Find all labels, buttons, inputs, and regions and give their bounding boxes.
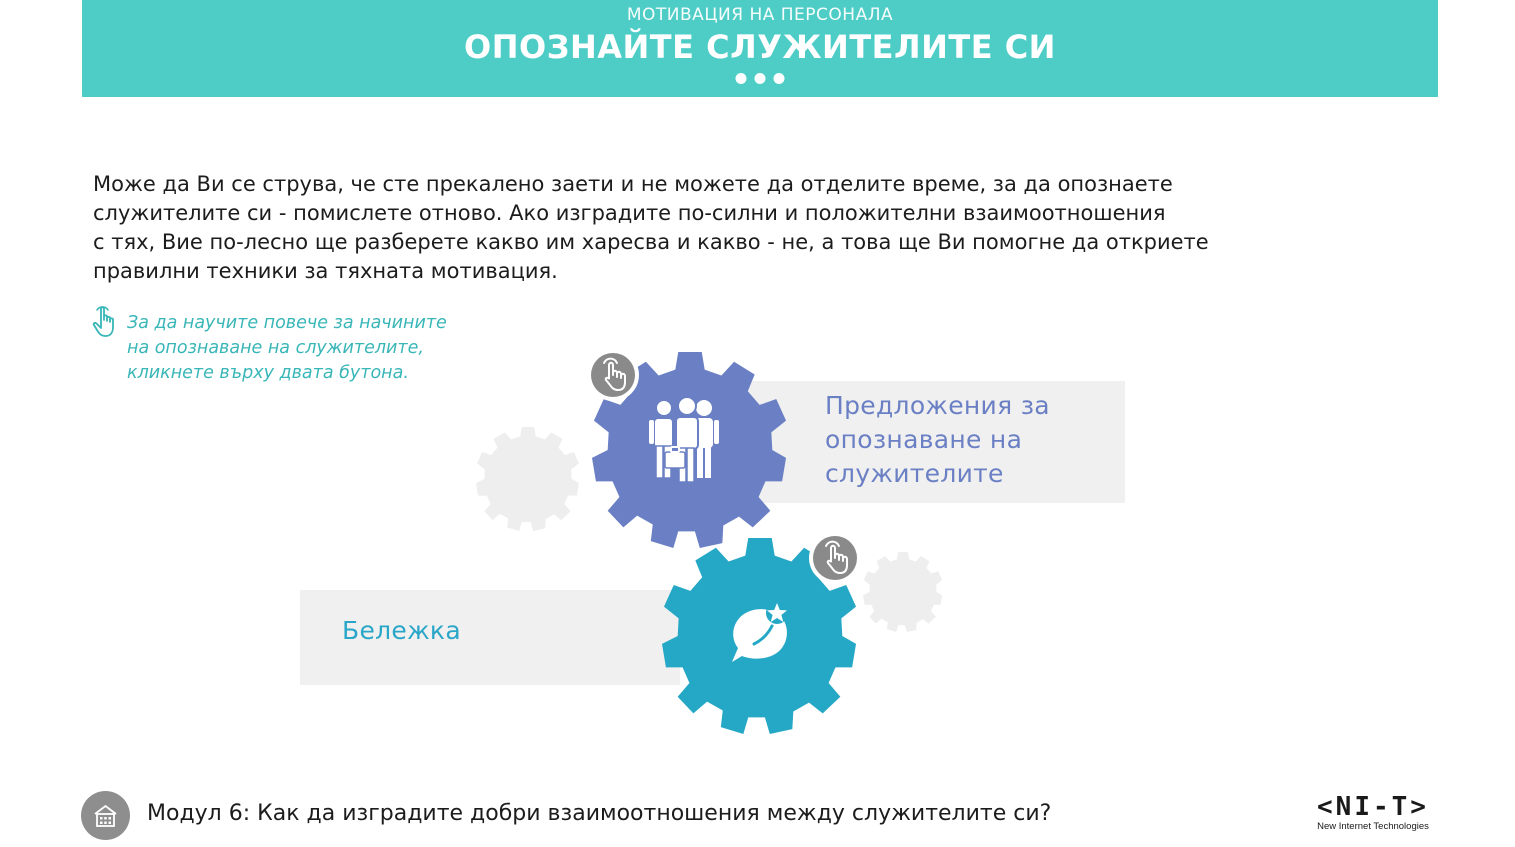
suggestions-line: опознаване на — [825, 425, 1023, 454]
dot — [774, 73, 785, 84]
dot — [736, 73, 747, 84]
pointing-hand-icon — [90, 305, 122, 339]
decorative-gear-right — [863, 552, 942, 632]
note-label: Бележка — [342, 616, 461, 645]
note-gear-badge[interactable] — [809, 532, 861, 584]
home-button[interactable] — [81, 791, 130, 840]
logo-mark: <NI-T> — [1317, 792, 1429, 822]
header-banner — [82, 0, 1438, 97]
page-title: ОПОЗНАЙТЕ СЛУЖИТЕЛИТЕ СИ — [464, 28, 1056, 66]
intro-line: Може да Ви се струва, че сте прекалено заети и не можете да отделите време, за да опознаете — [93, 172, 1173, 196]
suggestions-panel[interactable] — [745, 381, 1125, 503]
home-building-icon — [93, 803, 118, 828]
intro-line: служителите си - помислете отново. Ако изградите по-силни и положителни взаимоотношения — [93, 201, 1166, 225]
people-with-briefcase-icon — [649, 397, 719, 482]
intro-line: правилни техники за тяхната мотивация. — [93, 259, 558, 283]
header-dots — [736, 73, 785, 84]
intro-paragraph — [93, 170, 1323, 286]
decorative-gear-left — [476, 427, 579, 531]
module-title: Модул 6: Как да изградите добри взаимоотношения между служителите си? — [147, 801, 1052, 826]
hint-text — [127, 311, 447, 386]
suggestions-label — [825, 389, 1050, 491]
note-panel[interactable] — [300, 590, 680, 685]
logo-tagline: New Internet Technologies — [1317, 821, 1429, 832]
suggestions-line: Предложения за — [825, 391, 1050, 420]
hint-line: на опознаване на служителите, — [127, 338, 424, 358]
company-logo — [1305, 794, 1441, 834]
people-gear-badge[interactable] — [587, 349, 639, 401]
suggestions-line: служителите — [825, 459, 1004, 488]
hint-line: За да научите повече за начините — [127, 313, 447, 333]
hint-line: кликнете върху двата бутона. — [127, 363, 409, 383]
intro-line: с тях, Вие по-лесно ще разберете какво им харесва и какво - не, а това ще Ви помогне да откриете — [93, 230, 1209, 254]
dot — [755, 73, 766, 84]
header-kicker: МОТИВАЦИЯ НА ПЕРСОНАЛА — [626, 5, 894, 25]
